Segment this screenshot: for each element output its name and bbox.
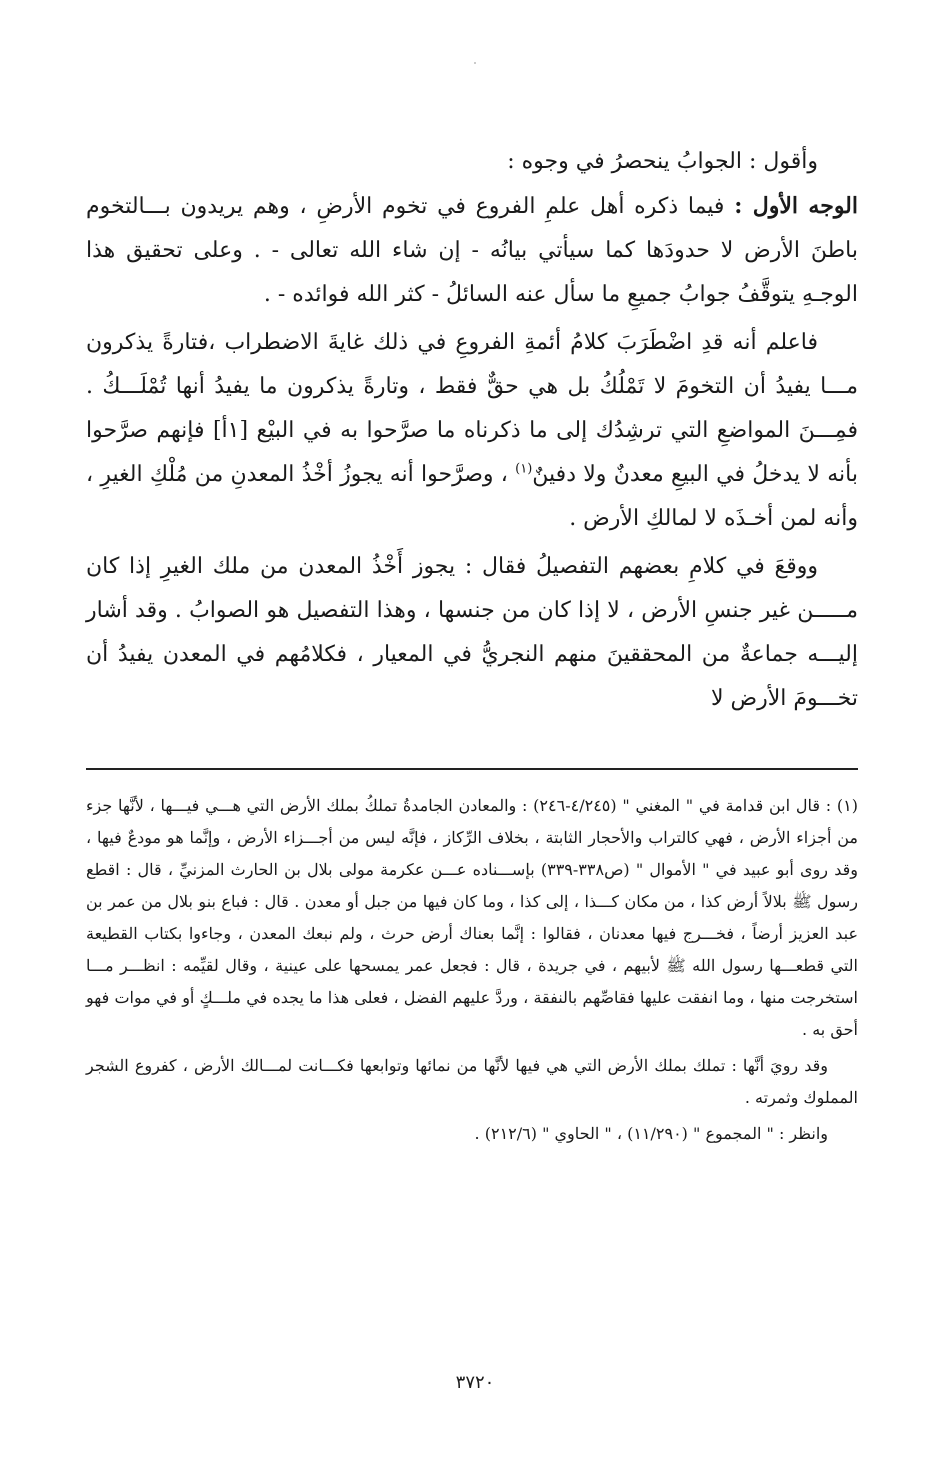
- jurists-text-b: ، وصرَّحوا أنه يجوزُ أخْذُ المعدنِ من مُلْكِ الغيرِ ، وأنه لمن أخـذَه لا لمالكِ الأرض .: [86, 462, 858, 531]
- footnotes-section: [86, 790, 858, 1150]
- footnote-reference[interactable]: (١): [515, 461, 533, 477]
- paragraph-first-aspect: [86, 184, 858, 317]
- footnote-1: (١) : قال ابن قدامة في " المغني " (٤/٢٤٥-٢٤٦) : والمعادن الجامدةُ تملكُ بملك الأرض التي هـــي فيـــها ، لأنَّها جزء من أجزاء الأرض ، فهي كالتراب والأحجار الثابتة ، بخلاف الرِّكاز ، فإنَّه ليس من أجـــزاء الأرض ، وإنَّما هو مودعٌ فيها ، وقد روى أبو عبيد في " الأموال " (ص٣٣٨-٣٣٩) بإســـناده عـــن عكرمة مولى بلال بن الحارث المزنيِّ ، قال : اقطع رسول ﷺ بلالاً أرض كذا ، من مكان كـــذا ، إلى كذا ، وما كان فيها من جبل أو معدن . قال : فباع بنو بلال من عمر بن عبد العزيز أرضاً ، فخـــرج فيها معدنان ، فقالوا : إنَّما بعناك أرض حرث ، ولم نبعك المعدن ، وجاءوا بكتاب القطيعة التي قطعـــها رسول الله ﷺ لأبيهم ، في جريدة ، قال : فجعل عمر يمسحها على عينية ، وقال لقيِّمه : انظـــر مـــا استخرجت منها ، وما انفقت عليها فقاصِّهم بالنفقة ، وردَّ عليهم الفضل ، فعلى هذا ما يجده في ملـــكٍ أو في موات فهو أحق به .: [86, 796, 859, 1039]
- footnote-separator: [86, 768, 858, 770]
- paragraph-detail: ووقعَ في كلامِ بعضهم التفصيلُ فقال : يجوز أَخْذُ المعدن من ملك الغيرِ إذا كان مـــــن غير جنسِ الأرض ، لا إذا كان من جنسها ، وهذا التفصيل هو الصوابُ . وقد أشار إليـــه جماعةٌ من المحققينَ منهم النجريُّ في المعيار ، فكلامُهم في المعدن يفيدُ أن تخـــومَ الأرض لا: [86, 554, 858, 711]
- jurists-text-a: فاعلم أنه قدِ اضْطَرَبَ كلامُ أئمةِ الفروعِ في ذلك غايةَ الاضطراب ،فتارةً يذكرون مـــا يفيدُ أن التخومَ لا تَمْلُكُ بل هي حقٌّ فقط ، وتارةً يذكرون ما يفيدُ أنها تُمْلَـــكُ . فمِـــنَ المواضعِ التي ترشِدُك إلى ما ذكرناه ما صرَّحوا به في البيْع [١أ] فإنهم صرَّحوا بأنه لا يدخلُ في البيعِ معدنٌ ولا دفينٌ: [86, 330, 859, 487]
- footnote-1-continuation: وقد رويَ أنَّها : تملك بملك الأرض التي هي فيها لأنَّها من نمائها وتوابعها فكـــانت لمـــالك الأرض ، كفروع الشجر المملوك وثمرته .: [86, 1056, 858, 1107]
- paragraph-jurists: [86, 321, 858, 541]
- first-aspect-heading: الوجه الأول :: [734, 193, 858, 219]
- scan-mark: [474, 62, 476, 64]
- paragraph-intro: وأقول : الجوابُ ينحصرُ في وجوه :: [507, 149, 818, 174]
- main-body-text: [86, 140, 858, 721]
- first-aspect-text: فيما ذكره أهل علمِ الفروع في تخوم الأرضِ ، وهم يريدون بـــالتخوم باطنَ الأرض لا حدودَها كما سيأتي بيانُه - إن شاء الله تعالى - . وعلى تحقيق هذا الوجـهِ يتوقَّفُ جوابُ جميعِ ما سأل عنه السائلُ - كثر الله فوائده - .: [86, 194, 858, 307]
- footnote-1-references: وانظر : " المجموع " (١١/٢٩٠) ، " الحاوي " (٢١٢/٦) .: [474, 1124, 828, 1143]
- page-number: ٣٧٢٠: [455, 1372, 495, 1393]
